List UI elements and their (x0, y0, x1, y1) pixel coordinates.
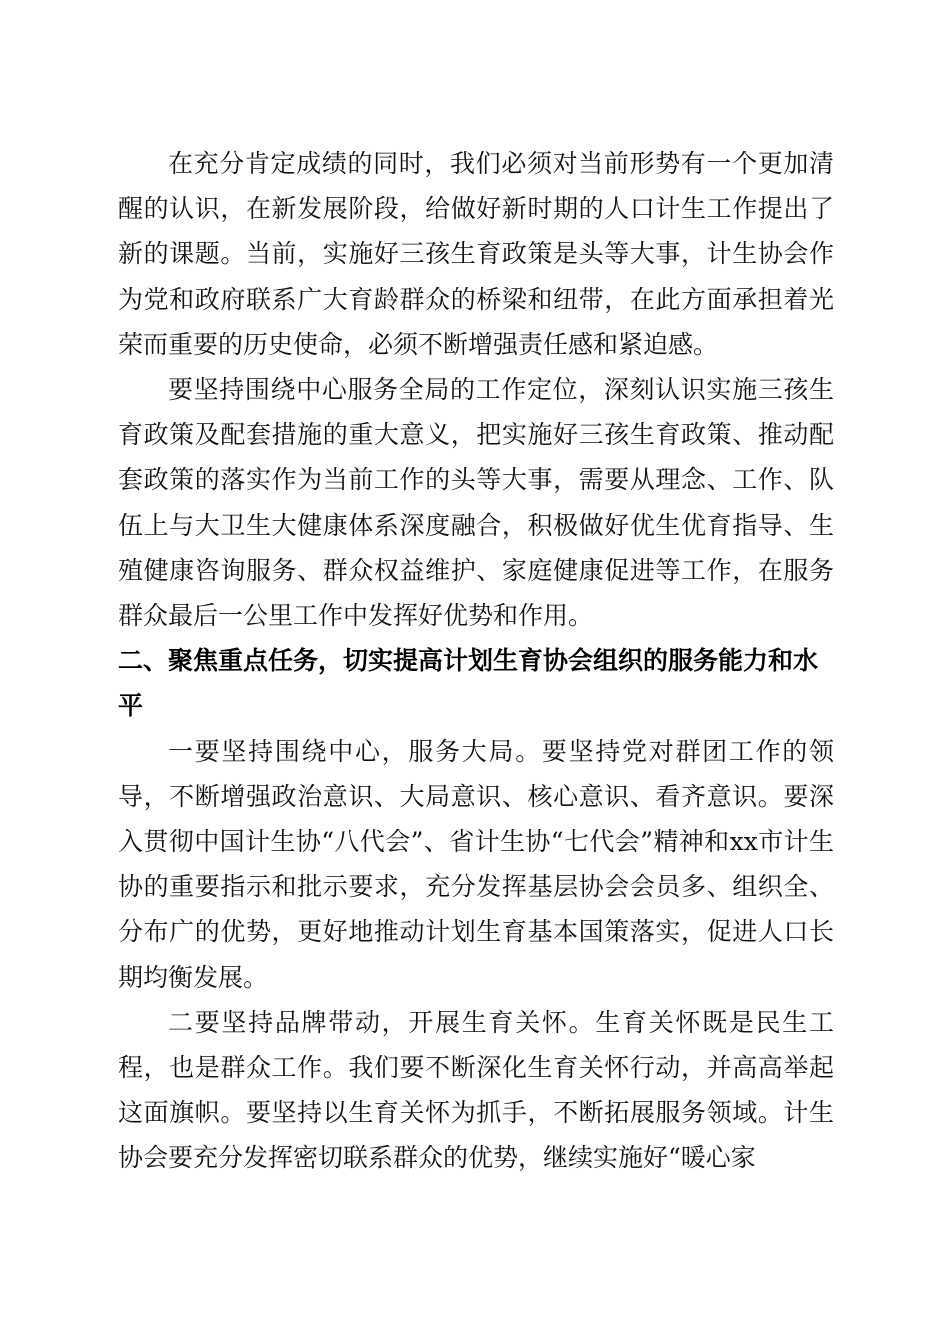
section-heading: 二、聚焦重点任务，切实提高计划生育协会组织的服务能力和水平 (118, 646, 819, 721)
body-paragraph-2: 要坚持围绕中心服务全局的工作定位，深刻认识实施三孩生育政策及配套措施的重大意义，把实施好三孩生育政策、推动配套政策的落实作为当前工作的头等大事，需要从理念、工作、队伍上与大卫生大健康体系深度融合，积极做好优生优育指导、生殖健康咨询服务、群众权益维护、家庭健康促进等工作，在服务群众最后一公里工作中发挥好优势和作用。 (118, 375, 834, 631)
document-body (118, 141, 834, 1181)
section-paragraph-2: 二要坚持品牌带动，开展生育关怀。生育关怀既是民生工程，也是群众工作。我们要不断深化生育关怀行动，并高高举起这面旗帜。要坚持以生育关怀为抓手，不断拓展服务领域。计生协会要充分发挥密切联系群众的优势，继续实施好“暖心家 (118, 1007, 834, 1173)
body-paragraph-1: 在充分肯定成绩的同时，我们必须对当前形势有一个更加清醒的认识，在新发展阶段，给做好新时期的人口计生工作提出了新的课题。当前，实施好三孩生育政策是头等大事，计生协会作为党和政府联系广大育龄群众的桥梁和纽带，在此方面承担着光荣而重要的历史使命，必须不断增强责任感和紧迫感。 (118, 149, 834, 359)
section-paragraph-1: 一要坚持围绕中心，服务大局。要坚持党对群团工作的领导，不断增强政治意识、大局意识、核心意识、看齐意识。要深入贯彻中国计生协“八代会”、省计生协“七代会”精神和xx市计生协的重要指示和批示要求，充分发挥基层协会会员多、组织全、分布广的优势，更好地推动计划生育基本国策落实，促进人口长期均衡发展。 (118, 736, 834, 992)
